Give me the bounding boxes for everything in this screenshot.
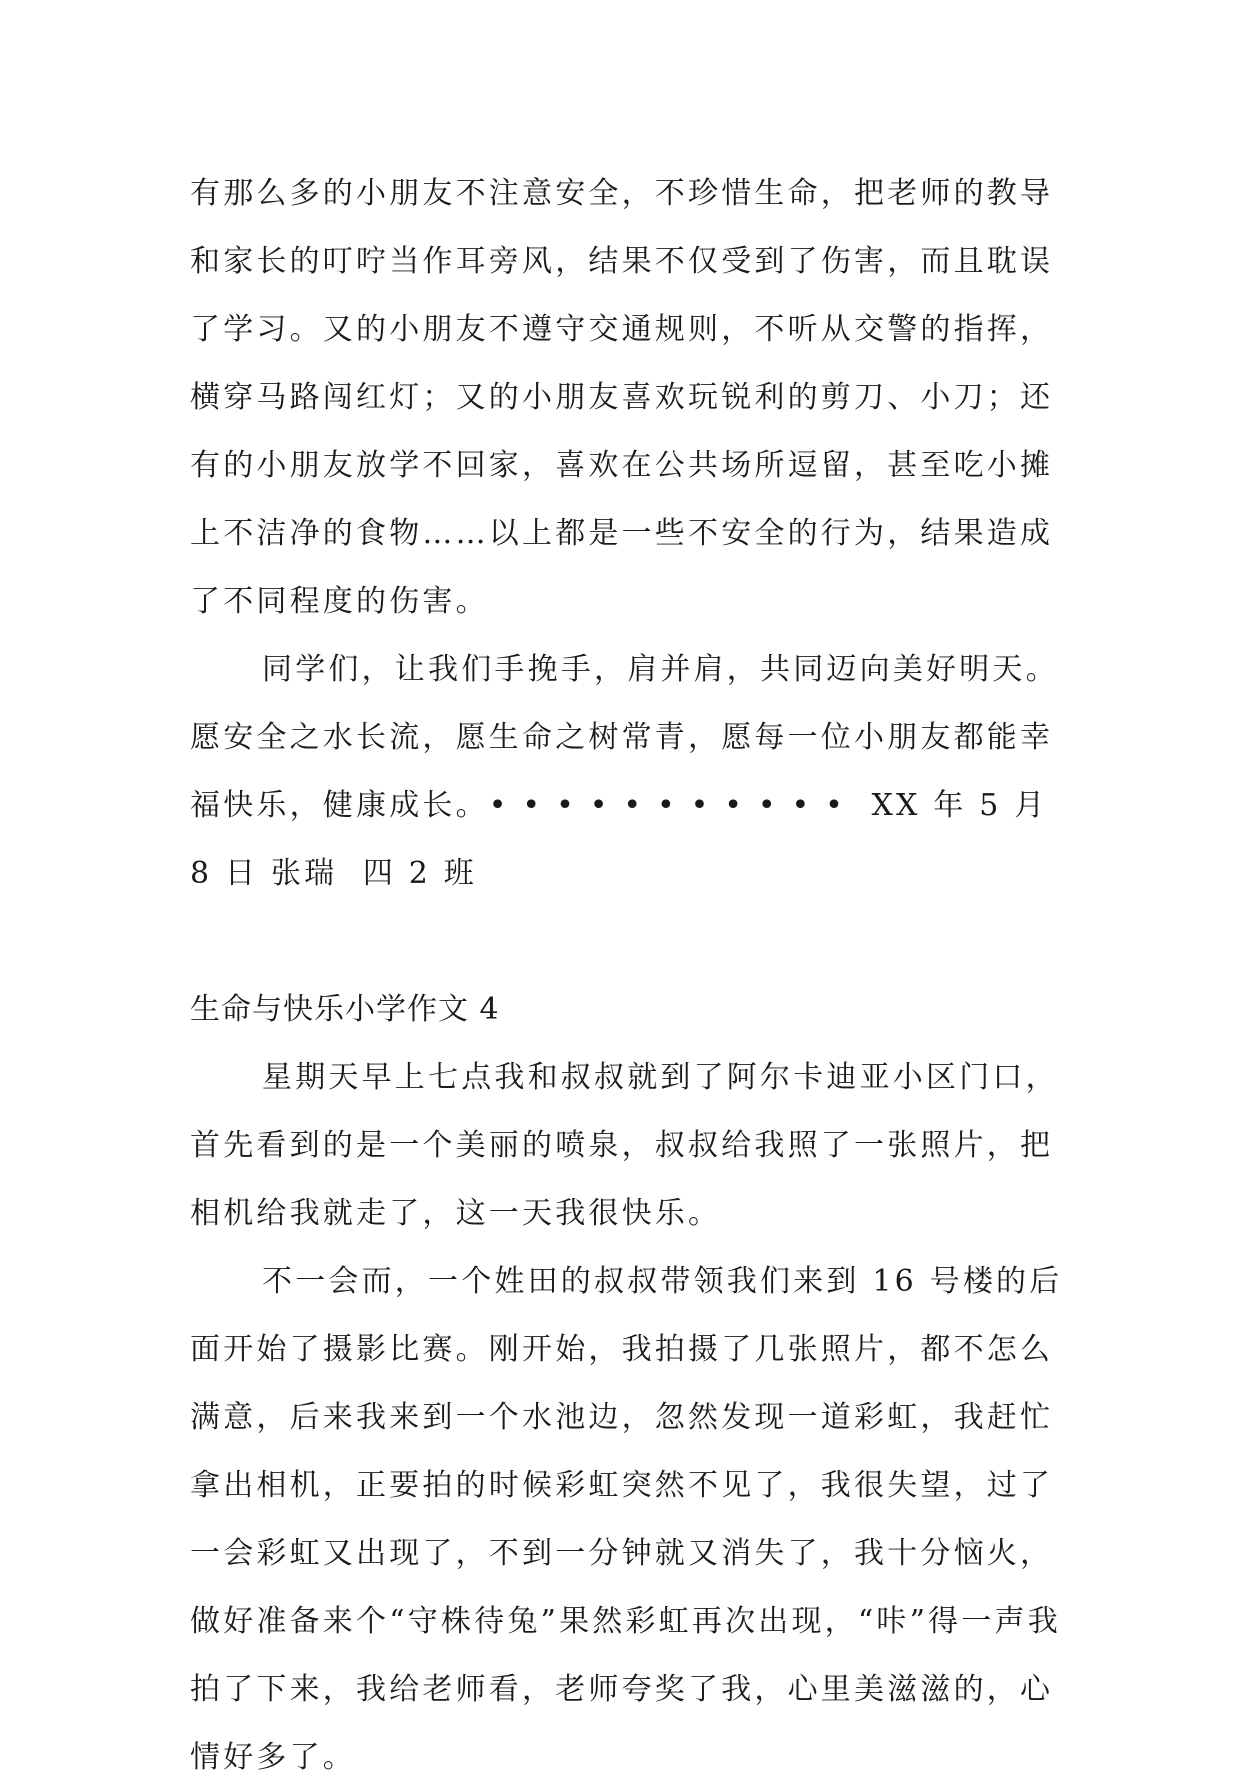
- paragraph-sunday-morning: 星期天早上七点我和叔叔就到了阿尔卡迪亚小区门口，首先看到的是一个美丽的喷泉，叔叔给我照了一张照片，把相机给我就走了，这一天我很快乐。: [190, 1060, 1059, 1231]
- text-column: [190, 160, 1070, 1792]
- paragraph-safety-behaviors: 有那么多的小朋友不注意安全，不珍惜生命，把老师的教导和家长的叮咛当作耳旁风，结果不仅受到了伤害，而且耽误了学习。又的小朋友不遵守交通规则，不听从交警的指挥，横穿马路闯红灯；又的小朋友喜欢玩锐利的剪刀、小刀；还有的小朋友放学不回家，喜欢在公共场所逗留，甚至吃小摊上不洁净的食物……以上都是一些不安全的行为，结果造成了不同程度的伤害。: [190, 176, 1054, 619]
- paragraph-rainbow-photo: 不一会而，一个姓田的叔叔带领我们来到 16 号楼的后面开始了摄影比赛。刚开始，我拍摄了几张照片，都不怎么满意，后来我来到一个水池边，忽然发现一道彩虹，我赶忙拿出相机，正要拍的时候彩虹突然不见了，我很失望，过了一会彩虹又出现了，不到一分钟就又消失了，我十分恼火，做好准备来个“守株待兔”果然彩虹再次出现，“咔”得一声我拍了下来，我给老师看，老师夸奖了我，心里美滋滋的，心情好多了。: [190, 1264, 1063, 1775]
- section-title: 生命与快乐小学作文 4: [190, 992, 500, 1027]
- paragraph-closing-wishes: 同学们，让我们手挽手，肩并肩，共同迈向美好明天。愿安全之水长流，愿生命之树常青，愿每一位小朋友都能幸福快乐，健康成长。• • • • • • • • • • • XX 年 5 月 8 日 张瑞 四 2 班: [190, 652, 1061, 891]
